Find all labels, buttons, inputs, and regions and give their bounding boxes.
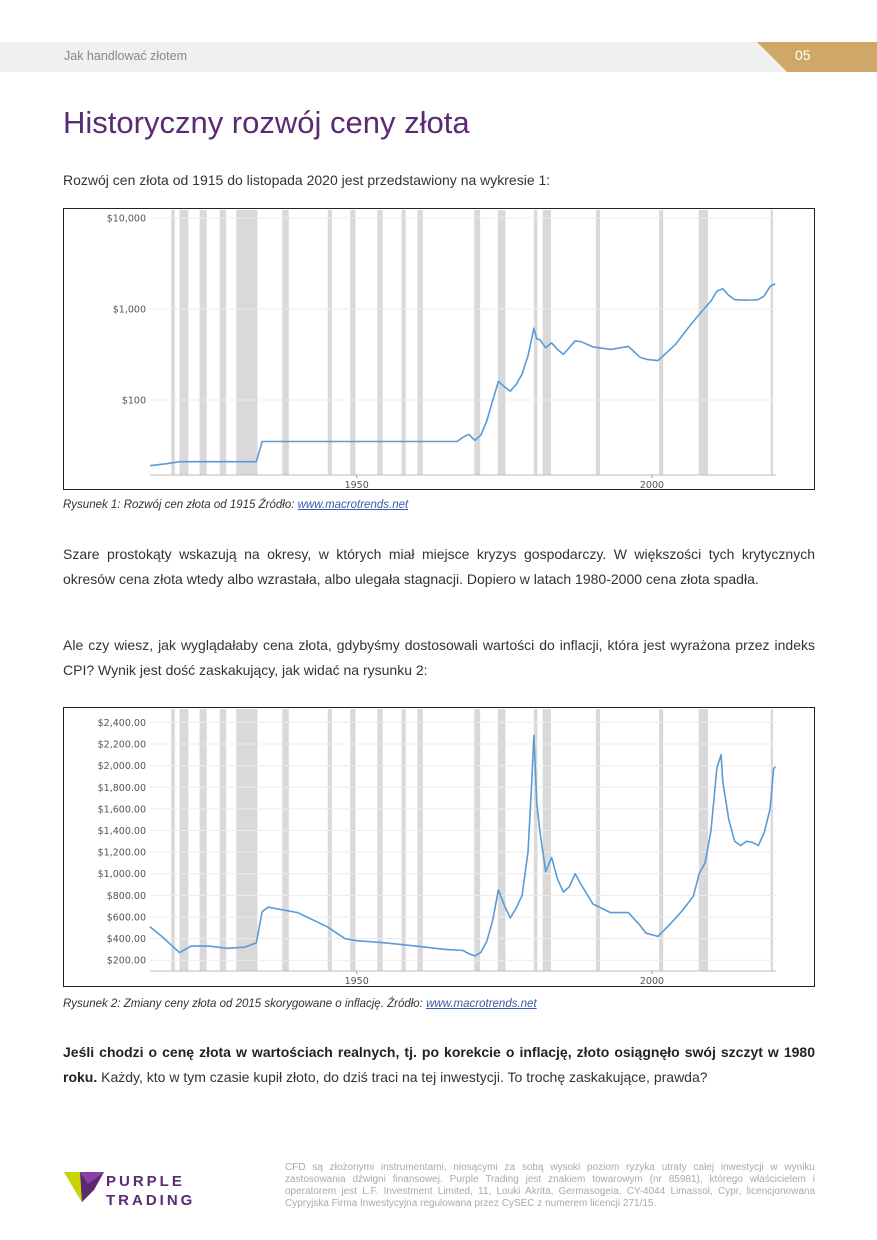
chart-2-recession-band bbox=[402, 709, 406, 971]
figure-1-source-link[interactable]: www.macrotrends.net bbox=[297, 499, 409, 511]
chart-2-x-tick-label: 1950 bbox=[344, 976, 369, 986]
paragraph-3-bold: Jeśli chodzi o cenę złota w wartościach realnych, tj. po korekcie o inflację, złoto osiągnęło swój szczyt w 1980 roku. bbox=[63, 1044, 815, 1085]
chart-1-recession-band bbox=[543, 210, 551, 475]
section-title: Historyczny rozwój ceny złota bbox=[63, 105, 470, 140]
purple-trading-logo-icon bbox=[64, 1168, 104, 1204]
chart-1-recession-band bbox=[534, 210, 538, 475]
logo-line-2: TRADING bbox=[106, 1192, 196, 1209]
chart-2-y-tick-label: $800.00 bbox=[106, 890, 146, 902]
chart-2-y-tick-label: $2,400.00 bbox=[97, 717, 146, 729]
chart-2-y-tick-label: $600.00 bbox=[106, 912, 146, 924]
chart-1-recession-band bbox=[236, 210, 257, 475]
figure-2-source-link[interactable]: www.macrotrends.net bbox=[426, 998, 537, 1010]
intro-paragraph: Rozwój cen złota od 1915 do listopada 2020 jest przedstawiony na wykresie 1: bbox=[63, 172, 551, 188]
chart-2-recession-band bbox=[200, 709, 207, 971]
chart-1-y-tick-label: $1,000 bbox=[112, 304, 146, 316]
chart-1 bbox=[63, 208, 815, 490]
chart-1-recession-band bbox=[350, 210, 355, 475]
chart-2-recession-band bbox=[377, 709, 382, 971]
header-title: Jak handlować złotem bbox=[64, 49, 187, 63]
chart-1-recession-band bbox=[328, 210, 332, 475]
chart-1-recession-band bbox=[171, 210, 175, 475]
chart-2-x-tick-label: 2000 bbox=[639, 976, 665, 986]
chart-1-y-tick-label: $10,000 bbox=[106, 213, 146, 225]
chart-1-x-tick-label: 2000 bbox=[639, 480, 665, 489]
footer-disclaimer: CFD są złożonymi instrumentami, niosącymi za sobą wysoki poziom ryzyka utraty całej inwestycji w wyniku zastosowania dźwigni finansowej. Purple Trading jest znakiem towarowym (nr 85981), którego właścicielem i operatorem jest L.F. Investment Limited, 11, Louki Akrita, Germasogeia, CY-4044 Limassol, Cypr, licencjonowana Cypryjska Firma Inwestycyjna regulowana przez CySEC z numerem licencji 271/15. bbox=[285, 1162, 815, 1209]
chart-1-x-tick-label: 1950 bbox=[344, 480, 369, 489]
chart-1-recession-band bbox=[200, 210, 207, 475]
chart-1-recession-band bbox=[220, 210, 226, 475]
chart-2-recession-band bbox=[418, 709, 423, 971]
chart-2-recession-band bbox=[699, 709, 708, 971]
chart-2-recession-band bbox=[474, 709, 480, 971]
chart-1-svg bbox=[64, 209, 814, 489]
chart-1-recession-band bbox=[474, 210, 480, 475]
figure-1-caption-text: Rysunek 1: Rozwój cen złota od 1915 Źródło: bbox=[63, 499, 298, 511]
chart-2-recession-band bbox=[328, 709, 332, 971]
chart-2-recession-band bbox=[596, 709, 600, 971]
chart-2-recession-band bbox=[282, 709, 288, 971]
chart-1-recession-band bbox=[498, 210, 506, 475]
paragraph-3 bbox=[63, 1040, 815, 1090]
chart-1-recession-band bbox=[596, 210, 600, 475]
chart-2-svg bbox=[64, 708, 814, 986]
figure-2-caption-text: Rysunek 2: Zmiany ceny złota od 2015 skorygowane o inflację. Źródło: bbox=[63, 998, 427, 1010]
chart-2-recession-band bbox=[543, 709, 551, 971]
chart-1-recession-band bbox=[402, 210, 406, 475]
chart-2-recession-band bbox=[771, 709, 773, 971]
chart-1-recession-band bbox=[180, 210, 189, 475]
chart-1-recession-band bbox=[699, 210, 708, 475]
logo-line-1: PURPLE bbox=[106, 1173, 185, 1190]
chart-2-y-tick-label: $1,200.00 bbox=[97, 847, 146, 859]
chart-2-y-tick-label: $1,800.00 bbox=[97, 782, 146, 794]
chart-2-y-tick-label: $2,200.00 bbox=[97, 739, 146, 751]
paragraph-2: Ale czy wiesz, jak wyglądałaby cena złota, gdybyśmy dostosowali wartości do inflacji, która jest wyrażona przez indeks CPI? Wynik jest dość zaskakujący, jak widać na rysunku 2: bbox=[63, 637, 815, 678]
chart-2-recession-band bbox=[350, 709, 355, 971]
chart-2-recession-band bbox=[498, 709, 506, 971]
chart-1-recession-band bbox=[659, 210, 663, 475]
chart-2-y-tick-label: $2,000.00 bbox=[97, 761, 146, 773]
chart-2-y-tick-label: $400.00 bbox=[106, 934, 146, 946]
page-number: 05 bbox=[795, 47, 811, 63]
paragraph-3-rest: Każdy, kto w tym czasie kupił złoto, do dziś traci na tej inwestycji. To trochę zaskakujące, prawda? bbox=[97, 1069, 708, 1085]
chart-2-y-tick-label: $1,600.00 bbox=[97, 804, 146, 816]
chart-2-y-tick-label: $200.00 bbox=[106, 955, 146, 967]
chart-1-recession-band bbox=[418, 210, 423, 475]
figure-2-caption bbox=[63, 998, 537, 1010]
chart-2-recession-band bbox=[171, 709, 175, 971]
chart-2-recession-band bbox=[236, 709, 257, 971]
chart-1-recession-band bbox=[771, 210, 773, 475]
chart-2-y-tick-label: $1,000.00 bbox=[97, 869, 146, 881]
chart-1-recession-band bbox=[377, 210, 382, 475]
chart-2-recession-band bbox=[220, 709, 226, 971]
logo-wordmark bbox=[106, 1172, 195, 1210]
chart-1-recession-band bbox=[282, 210, 288, 475]
paragraph-1: Szare prostokąty wskazują na okresy, w których miał miejsce kryzys gospodarczy. W większości tych krytycznych okresów cena złota wtedy albo wzrastała, albo ulegała stagnacji. Dopiero w latach 1980-2000 cena złota spadła. bbox=[63, 546, 815, 587]
chart-2 bbox=[63, 707, 815, 987]
figure-1-caption bbox=[63, 499, 408, 511]
chart-1-y-tick-label: $100 bbox=[121, 395, 146, 407]
chart-2-recession-band bbox=[180, 709, 189, 971]
chart-2-y-tick-label: $1,400.00 bbox=[97, 825, 146, 837]
